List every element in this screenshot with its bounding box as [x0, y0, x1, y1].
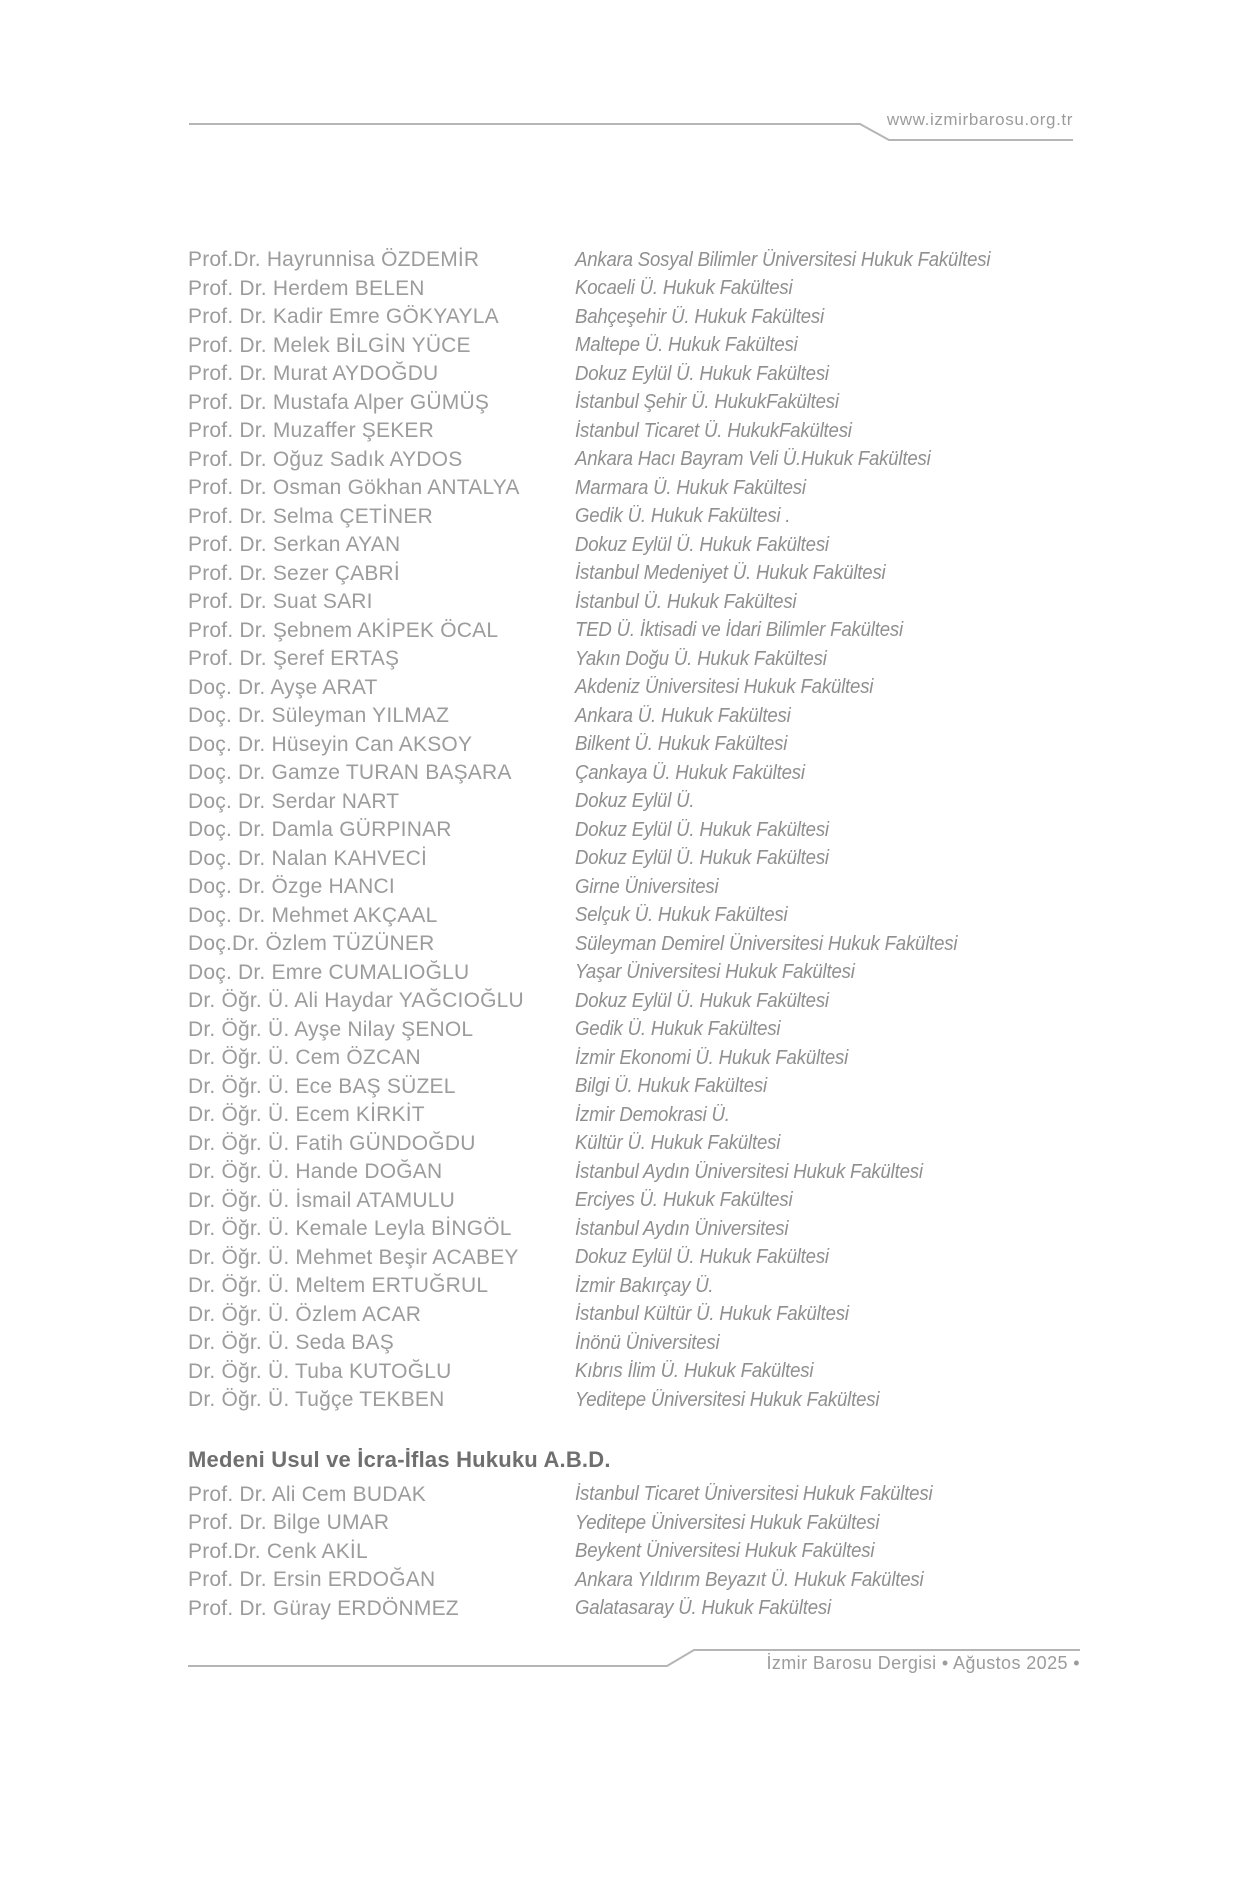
person-name: Doç. Dr. Ayşe ARAT	[188, 675, 378, 699]
person-name: Prof.Dr. Hayrunnisa ÖZDEMİR	[188, 248, 480, 272]
person-name: Dr. Öğr. Ü. Kemale Leyla BİNGÖL	[188, 1217, 512, 1241]
directory-row	[188, 1272, 1108, 1301]
affiliation: Ankara Sosyal Bilimler Üniversitesi Hukuk Fakültesi	[575, 248, 991, 271]
directory-row	[188, 474, 1108, 503]
directory-row	[188, 560, 1108, 589]
affiliation: Ankara Ü. Hukuk Fakültesi	[575, 704, 791, 727]
person-name: Prof. Dr. Muzaffer ŞEKER	[188, 419, 434, 443]
person-name: Prof. Dr. Kadir Emre GÖKYAYLA	[188, 305, 499, 329]
directory-row	[188, 1358, 1108, 1387]
person-name: Doç. Dr. Mehmet AKÇAAL	[188, 903, 438, 927]
directory-row	[188, 1073, 1108, 1102]
person-name: Dr. Öğr. Ü. Özlem ACAR	[188, 1302, 422, 1326]
directory-row	[188, 1566, 1108, 1595]
footer-journal-issue: İzmir Barosu Dergisi • Ağustos 2025 •	[766, 1653, 1080, 1673]
directory-row	[188, 930, 1108, 959]
affiliation: Kültür Ü. Hukuk Fakültesi	[575, 1132, 781, 1155]
directory-row	[188, 845, 1108, 874]
person-name: Dr. Öğr. Ü. Ece BAŞ SÜZEL	[188, 1074, 456, 1098]
directory-row	[188, 1386, 1108, 1415]
affiliation: Gedik Ü. Hukuk Fakültesi	[575, 1018, 781, 1041]
person-name: Dr. Öğr. Ü. Tuba KUTOĞLU	[188, 1359, 452, 1383]
affiliation: Süleyman Demirel Üniversitesi Hukuk Fakültesi	[575, 932, 958, 955]
directory-row	[188, 759, 1108, 788]
directory-row	[188, 1101, 1108, 1130]
person-name: Dr. Öğr. Ü. Fatih GÜNDOĞDU	[188, 1131, 476, 1155]
affiliation: Dokuz Eylül Ü. Hukuk Fakültesi	[575, 1246, 829, 1269]
affiliation: Galatasaray Ü. Hukuk Fakültesi	[575, 1597, 831, 1620]
directory-row	[188, 1538, 1108, 1567]
person-name: Dr. Öğr. Ü. Meltem ERTUĞRUL	[188, 1274, 489, 1298]
affiliation: Dokuz Eylül Ü.	[575, 790, 695, 813]
directory-row	[188, 332, 1108, 361]
directory-row	[188, 873, 1108, 902]
directory-row	[188, 1244, 1108, 1273]
person-name: Prof. Dr. Şebnem AKİPEK ÖCAL	[188, 618, 499, 642]
affiliation: Yaşar Üniversitesi Hukuk Fakültesi	[575, 961, 855, 984]
directory-row	[188, 1187, 1108, 1216]
affiliation: İstanbul Şehir Ü. HukukFakültesi	[575, 391, 839, 414]
person-name: Dr. Öğr. Ü. Cem ÖZCAN	[188, 1046, 421, 1070]
affiliation: Dokuz Eylül Ü. Hukuk Fakültesi	[575, 818, 829, 841]
affiliation: İstanbul Medeniyet Ü. Hukuk Fakültesi	[575, 562, 886, 585]
directory-row	[188, 674, 1108, 703]
directory-row	[188, 1301, 1108, 1330]
directory-list	[188, 246, 1108, 1623]
person-name: Dr. Öğr. Ü. Hande DOĞAN	[188, 1160, 443, 1184]
affiliation: Akdeniz Üniversitesi Hukuk Fakültesi	[575, 676, 874, 699]
person-name: Prof. Dr. Güray ERDÖNMEZ	[188, 1596, 459, 1620]
affiliation: İstanbul Ticaret Ü. HukukFakültesi	[575, 419, 852, 442]
person-name: Doç. Dr. Gamze TURAN BAŞARA	[188, 761, 512, 785]
person-name: Dr. Öğr. Ü. İsmail ATAMULU	[188, 1188, 455, 1212]
directory-row	[188, 1215, 1108, 1244]
affiliation: Dokuz Eylül Ü. Hukuk Fakültesi	[575, 847, 829, 870]
directory-row	[188, 645, 1108, 674]
directory-row	[188, 246, 1108, 275]
person-name: Prof. Dr. Melek BİLGİN YÜCE	[188, 333, 471, 357]
affiliation: Erciyes Ü. Hukuk Fakültesi	[575, 1189, 793, 1212]
person-name: Prof. Dr. Ali Cem BUDAK	[188, 1482, 426, 1506]
directory-row	[188, 1329, 1108, 1358]
directory-row	[188, 389, 1108, 418]
person-name: Prof. Dr. Suat SARI	[188, 590, 373, 614]
directory-row	[188, 303, 1108, 332]
person-name: Prof. Dr. Osman Gökhan ANTALYA	[188, 476, 520, 500]
directory-row	[188, 503, 1108, 532]
person-name: Prof. Dr. Şeref ERTAŞ	[188, 647, 400, 671]
affiliation: İzmir Bakırçay Ü.	[575, 1274, 714, 1297]
affiliation: Kocaeli Ü. Hukuk Fakültesi	[575, 277, 793, 300]
directory-row	[188, 275, 1108, 304]
affiliation: Girne Üniversitesi	[575, 875, 719, 898]
affiliation: Yakın Doğu Ü. Hukuk Fakültesi	[575, 647, 827, 670]
directory-row	[188, 1044, 1108, 1073]
person-name: Doç. Dr. Damla GÜRPINAR	[188, 818, 452, 842]
person-name: Dr. Öğr. Ü. Mehmet Beşir ACABEY	[188, 1245, 519, 1269]
directory-row	[188, 417, 1108, 446]
person-name: Prof. Dr. Oğuz Sadık AYDOS	[188, 447, 463, 471]
affiliation: Ankara Hacı Bayram Veli Ü.Hukuk Fakültesi	[575, 448, 931, 471]
directory-row	[188, 788, 1108, 817]
person-name: Doç. Dr. Serdar NART	[188, 789, 400, 813]
person-name: Prof. Dr. Selma ÇETİNER	[188, 504, 433, 528]
directory-row	[188, 987, 1108, 1016]
affiliation: Bilkent Ü. Hukuk Fakültesi	[575, 733, 788, 756]
directory-row	[188, 702, 1108, 731]
person-name: Prof. Dr. Sezer ÇABRİ	[188, 561, 400, 585]
person-name: Prof. Dr. Murat AYDOĞDU	[188, 362, 439, 386]
section-heading: Medeni Usul ve İcra-İflas Hukuku A.B.D.	[188, 1446, 611, 1472]
directory-row	[188, 1016, 1108, 1045]
person-name: Doç. Dr. Nalan KAHVECİ	[188, 846, 427, 870]
affiliation: Gedik Ü. Hukuk Fakültesi .	[575, 505, 791, 528]
affiliation: Maltepe Ü. Hukuk Fakültesi	[575, 334, 798, 357]
person-name: Doç. Dr. Hüseyin Can AKSOY	[188, 732, 473, 756]
person-name: Prof. Dr. Serkan AYAN	[188, 533, 401, 557]
affiliation: Selçuk Ü. Hukuk Fakültesi	[575, 904, 788, 927]
directory-row	[188, 1130, 1108, 1159]
directory-row	[188, 360, 1108, 389]
directory-row	[188, 816, 1108, 845]
affiliation: Dokuz Eylül Ü. Hukuk Fakültesi	[575, 989, 829, 1012]
affiliation: Ankara Yıldırım Beyazıt Ü. Hukuk Fakültesi	[575, 1568, 924, 1591]
affiliation: Dokuz Eylül Ü. Hukuk Fakültesi	[575, 533, 829, 556]
affiliation: İzmir Demokrasi Ü.	[575, 1103, 730, 1126]
affiliation: Marmara Ü. Hukuk Fakültesi	[575, 476, 806, 499]
affiliation: İstanbul Aydın Üniversitesi Hukuk Fakültesi	[575, 1160, 923, 1183]
affiliation: Kıbrıs İlim Ü. Hukuk Fakültesi	[575, 1360, 814, 1383]
person-name: Prof.Dr. Cenk AKİL	[188, 1539, 368, 1563]
affiliation: İstanbul Ticaret Üniversitesi Hukuk Fakültesi	[575, 1483, 933, 1506]
directory-row	[188, 531, 1108, 560]
person-name: Prof. Dr. Bilge UMAR	[188, 1511, 390, 1535]
affiliation: İstanbul Ü. Hukuk Fakültesi	[575, 590, 797, 613]
person-name: Prof. Dr. Ersin ERDOĞAN	[188, 1568, 436, 1592]
person-name: Doç. Dr. Emre CUMALIOĞLU	[188, 960, 470, 984]
affiliation: Dokuz Eylül Ü. Hukuk Fakültesi	[575, 362, 829, 385]
affiliation: TED Ü. İktisadi ve İdari Bilimler Fakültesi	[575, 619, 903, 642]
affiliation: Çankaya Ü. Hukuk Fakültesi	[575, 761, 805, 784]
person-name: Doç.Dr. Özlem TÜZÜNER	[188, 932, 435, 956]
person-name: Prof. Dr. Mustafa Alper GÜMÜŞ	[188, 390, 490, 414]
person-name: Dr. Öğr. Ü. Ayşe Nilay ŞENOL	[188, 1017, 474, 1041]
directory-row	[188, 446, 1108, 475]
directory-row	[188, 902, 1108, 931]
affiliation: İstanbul Aydın Üniversitesi	[575, 1217, 789, 1240]
directory-row	[188, 959, 1108, 988]
person-name: Dr. Öğr. Ü. Seda BAŞ	[188, 1331, 394, 1355]
person-name: Dr. Öğr. Ü. Ali Haydar YAĞCIOĞLU	[188, 989, 524, 1013]
directory-row	[188, 588, 1108, 617]
affiliation: İstanbul Kültür Ü. Hukuk Fakültesi	[575, 1303, 849, 1326]
directory-row	[188, 617, 1108, 646]
person-name: Dr. Öğr. Ü. Tuğçe TEKBEN	[188, 1388, 445, 1412]
directory-row	[188, 1481, 1108, 1510]
directory-row	[188, 1509, 1108, 1538]
person-name: Doç. Dr. Özge HANCI	[188, 875, 395, 899]
affiliation: Beykent Üniversitesi Hukuk Fakültesi	[575, 1540, 875, 1563]
person-name: Dr. Öğr. Ü. Ecem KİRKİT	[188, 1103, 425, 1127]
affiliation: İnönü Üniversitesi	[575, 1331, 720, 1354]
affiliation: Bahçeşehir Ü. Hukuk Fakültesi	[575, 305, 824, 328]
affiliation: Yeditepe Üniversitesi Hukuk Fakültesi	[575, 1388, 880, 1411]
affiliation: Yeditepe Üniversitesi Hukuk Fakültesi	[575, 1511, 880, 1534]
person-name: Doç. Dr. Süleyman YILMAZ	[188, 704, 450, 728]
person-name: Prof. Dr. Herdem BELEN	[188, 276, 425, 300]
directory-row	[188, 1595, 1108, 1624]
affiliation: Bilgi Ü. Hukuk Fakültesi	[575, 1075, 767, 1098]
affiliation: İzmir Ekonomi Ü. Hukuk Fakültesi	[575, 1046, 849, 1069]
directory-row	[188, 1158, 1108, 1187]
header-website-url: www.izmirbarosu.org.tr	[886, 110, 1073, 129]
directory-row	[188, 731, 1108, 760]
